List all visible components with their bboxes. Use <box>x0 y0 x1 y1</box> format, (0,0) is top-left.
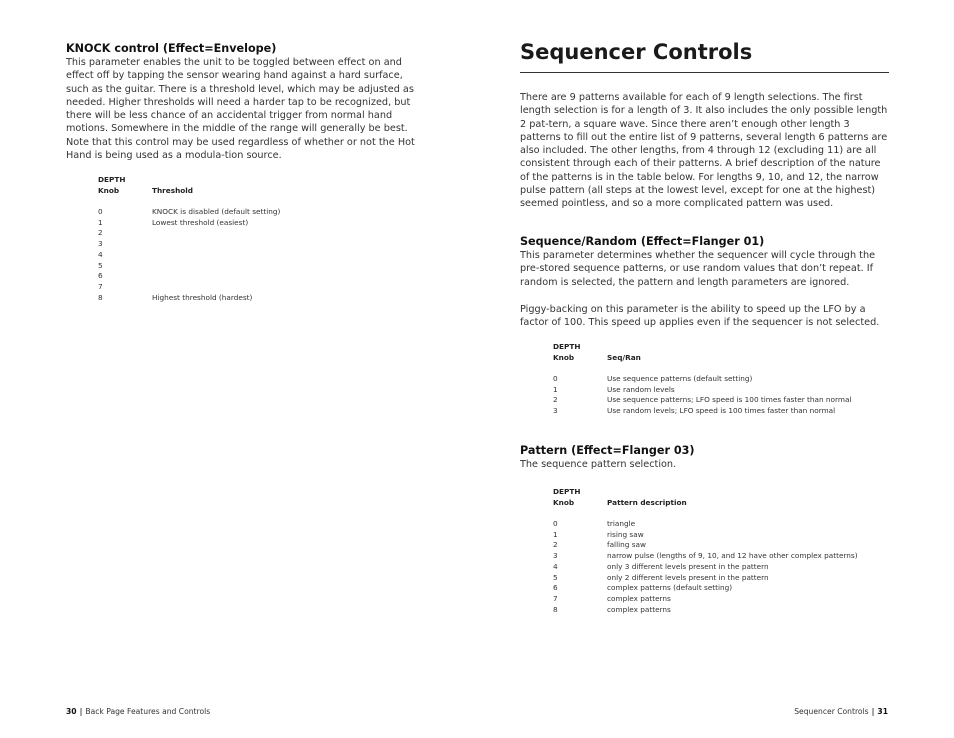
knob-value: 0 <box>553 519 558 529</box>
row-description: only 2 different levels present in the pattern <box>607 572 769 582</box>
knock-description: This parameter enables the unit to be toggled between effect on and effect off by tapping the sensor wearing hand against a hard surface, such as the guitar. There is a threshold level, which may be adjusted as needed. Higher thresholds will need a harder tap to be recognized, but there will be less chance of an accidental trigger from normal hand motions. Somewhere in the middle of the range will generally be best. Note that this control may be used regardless of whether or not the Hot Hand is being used as a modula-tion source. <box>66 57 415 162</box>
seqrand-section <box>520 235 892 289</box>
intro-section <box>520 91 892 211</box>
seqran-table <box>553 342 893 417</box>
row-description: Use random levels; LFO speed is 100 times faster than normal <box>607 406 836 416</box>
seqrand-heading: Sequence/Random (Effect=Flanger 01) <box>520 235 765 248</box>
knock-section <box>66 42 426 162</box>
knob-value: 0 <box>98 207 103 217</box>
knob-value: 1 <box>553 529 558 539</box>
table-spacer <box>553 363 893 374</box>
table-row <box>553 385 893 396</box>
title-rule <box>520 72 889 73</box>
row-description: complex patterns <box>607 604 671 614</box>
row-description: only 3 different levels present in the pattern <box>607 561 769 571</box>
description-column-header: Threshold <box>152 185 193 195</box>
knob-value: 7 <box>553 593 558 603</box>
threshold-table <box>98 175 398 303</box>
table-row <box>553 406 893 417</box>
knob-column-header: Knob <box>98 185 120 195</box>
table-row <box>98 282 398 293</box>
row-description: Highest threshold (hardest) <box>152 292 253 302</box>
table-row <box>553 519 893 530</box>
knob-value: 4 <box>553 561 558 571</box>
knob-value: 4 <box>98 249 103 259</box>
row-description: Use sequence patterns (default setting) <box>607 374 753 384</box>
depth-label: DEPTH <box>98 175 126 184</box>
row-description: complex patterns (default setting) <box>607 583 733 593</box>
row-description: rising saw <box>607 529 644 539</box>
row-description: narrow pulse (lengths of 9, 10, and 12 have other complex patterns) <box>607 551 858 561</box>
row-description: KNOCK is disabled (default setting) <box>152 207 281 217</box>
table-row <box>98 228 398 239</box>
table-header <box>98 186 398 197</box>
table-row <box>98 261 398 272</box>
row-description: falling saw <box>607 540 646 550</box>
knob-value: 8 <box>98 292 103 302</box>
depth-label: DEPTH <box>553 342 581 351</box>
right-footer <box>794 707 888 716</box>
pattern-section <box>520 444 892 471</box>
knob-value: 6 <box>98 271 103 281</box>
right-page <box>477 0 954 738</box>
knob-value: 5 <box>98 260 103 270</box>
right-page-number: 31 <box>877 707 888 716</box>
knob-value: 2 <box>98 228 103 238</box>
intro-paragraph: There are 9 patterns available for each of 9 length selections. The first length selection is for a length of 3. It also includes the only possible length 2 pat-tern, a square wave. Since there aren’t enough other length 3 patterns to fill out the entire list of 9 patterns, several length 6 patterns are also included. The other lengths, from 4 through 12 (excluding 11) are all consistent through each of their patterns. A brief description of the nature of the patterns is in the table below. For lengths 9, 10, and 12, the narrow pulse pattern (all steps at the lowest level, except for one at the highest) seemed pointless, and so a more complicated pattern was used. <box>520 92 888 210</box>
table-row <box>98 239 398 250</box>
row-description: Use sequence patterns; LFO speed is 100 times faster than normal <box>607 395 852 405</box>
right-footer-section: Sequencer Controls <box>794 707 869 716</box>
table-row <box>553 594 893 605</box>
knob-value: 2 <box>553 395 558 405</box>
page-title: Sequencer Controls <box>520 40 753 64</box>
table-header <box>553 498 893 509</box>
pattern-description: The sequence pattern selection. <box>520 459 677 470</box>
table-row <box>98 250 398 261</box>
knob-value: 3 <box>553 406 558 416</box>
table-row <box>98 271 398 282</box>
depth-label: DEPTH <box>553 487 581 496</box>
knob-value: 6 <box>553 583 558 593</box>
knob-value: 3 <box>98 239 103 249</box>
knob-value: 5 <box>553 572 558 582</box>
knob-value: 1 <box>98 217 103 227</box>
knob-column-header: Knob <box>553 497 575 507</box>
footer-divider: | <box>79 707 83 716</box>
table-row <box>553 530 893 541</box>
table-spacer <box>98 196 398 207</box>
table-row <box>553 573 893 584</box>
row-description: complex patterns <box>607 593 671 603</box>
table-row <box>98 218 398 229</box>
table-header-top <box>553 487 893 498</box>
description-column-header: Seq/Ran <box>607 352 641 362</box>
row-description: triangle <box>607 519 636 529</box>
table-row <box>553 605 893 616</box>
pattern-table <box>553 487 893 615</box>
knob-value: 1 <box>553 384 558 394</box>
table-row <box>553 583 893 594</box>
knock-heading: KNOCK control (Effect=Envelope) <box>66 42 277 55</box>
left-footer <box>66 707 210 716</box>
row-description: Lowest threshold (easiest) <box>152 217 249 227</box>
table-header-top <box>553 342 893 353</box>
table-row <box>553 395 893 406</box>
table-row <box>553 562 893 573</box>
row-description: Use random levels <box>607 384 675 394</box>
table-spacer <box>553 508 893 519</box>
pattern-heading: Pattern (Effect=Flanger 03) <box>520 444 695 457</box>
knob-value: 0 <box>553 374 558 384</box>
table-row <box>553 540 893 551</box>
table-row <box>553 551 893 562</box>
table-row <box>98 207 398 218</box>
table-header <box>553 353 893 364</box>
left-page-number: 30 <box>66 707 77 716</box>
footer-divider: | <box>871 707 875 716</box>
table-row <box>98 293 398 304</box>
knob-value: 7 <box>98 281 103 291</box>
seqrand-description: This parameter determines whether the sequencer will cycle through the pre-stored sequence patterns, or use random values that don’t repeat. If random is selected, the pattern and length parameters are ignored. <box>520 250 876 288</box>
description-column-header: Pattern description <box>607 497 687 507</box>
table-row <box>553 374 893 385</box>
knob-column-header: Knob <box>553 352 575 362</box>
piggyback-section <box>520 303 892 330</box>
knob-value: 8 <box>553 604 558 614</box>
knob-value: 2 <box>553 540 558 550</box>
piggyback-paragraph: Piggy-backing on this parameter is the ability to speed up the LFO by a factor of 100. This speed up applies even if the sequencer is not selected. <box>520 304 880 329</box>
table-header-top <box>98 175 398 186</box>
knob-value: 3 <box>553 551 558 561</box>
left-footer-section: Back Page Features and Controls <box>85 707 211 716</box>
